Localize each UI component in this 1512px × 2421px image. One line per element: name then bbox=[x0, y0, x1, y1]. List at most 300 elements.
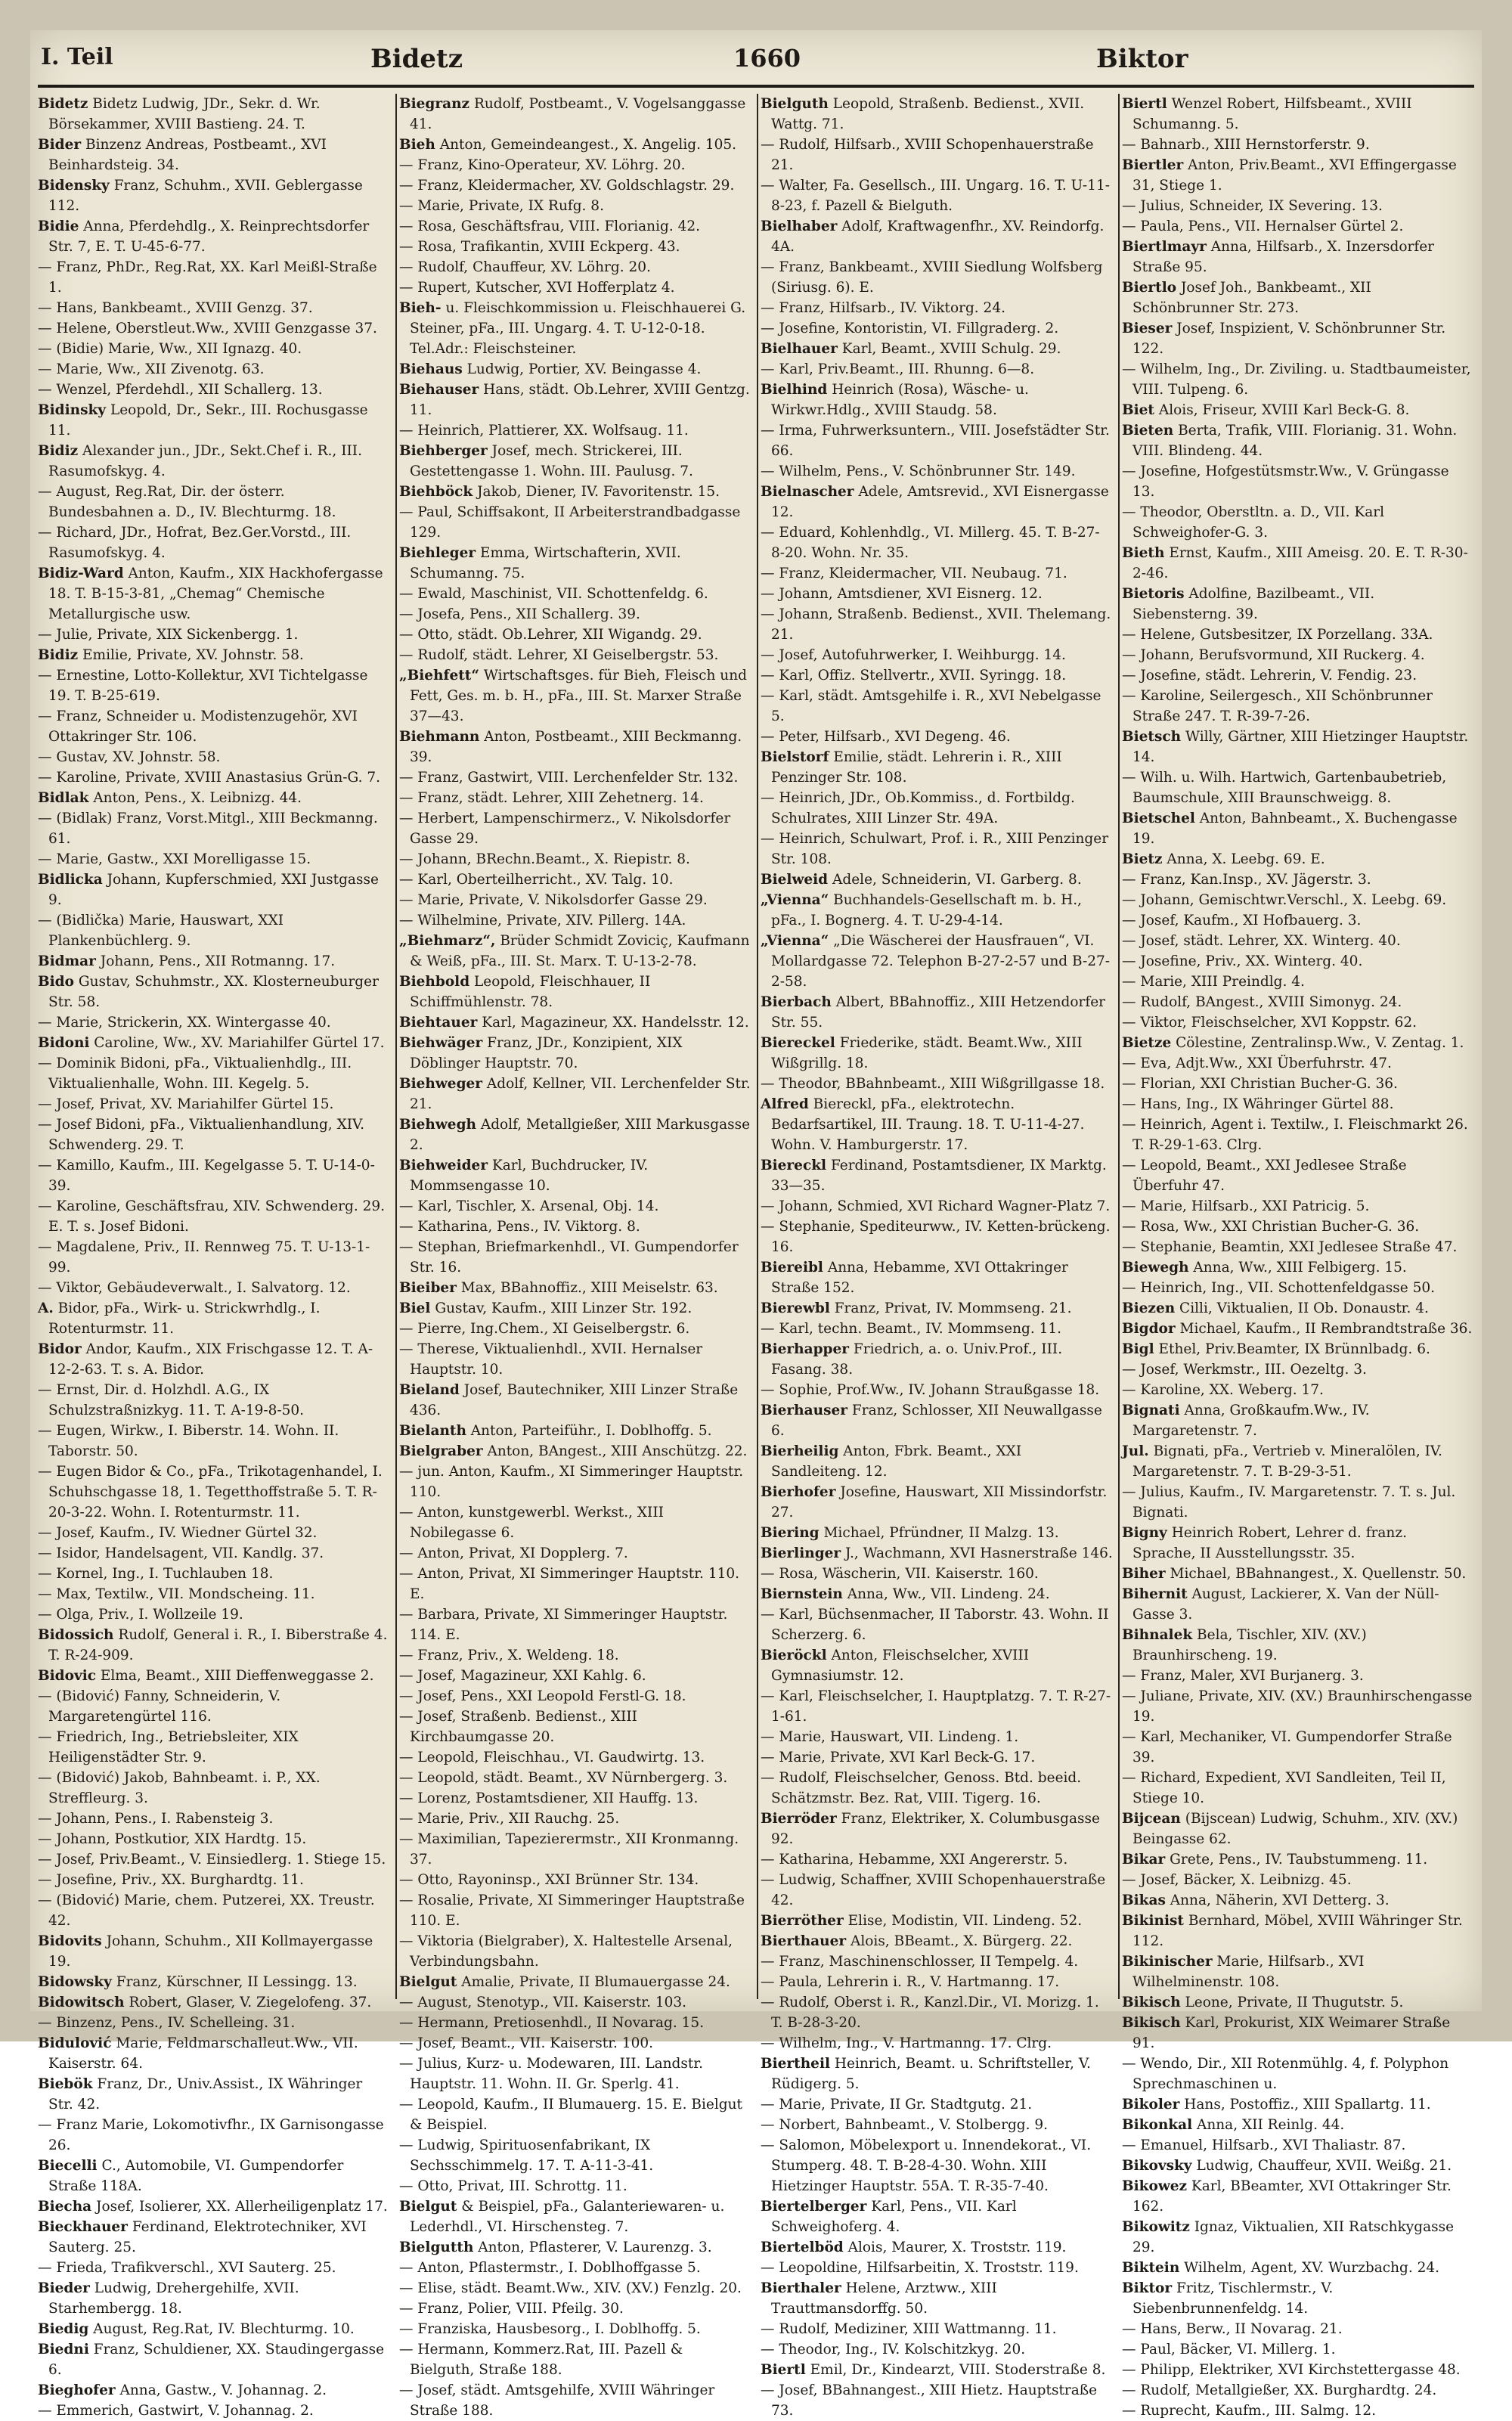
directory-entry: — Hermann, Pretiosenhdl., II Novarag. 15. bbox=[399, 2015, 705, 2031]
directory-entry: Biedni Franz, Schuldiener, XX. Staudingergasse 6. bbox=[38, 2342, 385, 2378]
directory-entry: — Emmerich, Gastwirt, V. Johannag. 2. bbox=[38, 2403, 314, 2419]
directory-entry: — Julie, Private, XIX Sickenbergg. 1. bbox=[38, 627, 299, 643]
directory-entry: — Sophie, Prof.Ww., IV. Johann Straußgasse 18. bbox=[761, 1382, 1100, 1398]
entry-surname: „Biehfett“ bbox=[399, 668, 479, 684]
directory-entry: — Hans, Ing., IX Währinger Gürtel 88. bbox=[1122, 1096, 1394, 1112]
entry-surname: Bidovits bbox=[38, 1933, 102, 1949]
entry-surname: Bigdor bbox=[1122, 1321, 1176, 1337]
directory-entry: — Julius, Kurz- u. Modewaren, III. Landstr. Hauptstr. 11. Wohn. II. Gr. Sperlg. 41. bbox=[399, 2056, 704, 2092]
directory-entry: Bierthauer Alois, BBeamt., X. Bürgerg. 22. bbox=[761, 1933, 1073, 1949]
directory-entry: Bidie Anna, Pferdehdlg., X. Reinprechtsdorfer Str. 7, E. T. U-45-6-77. bbox=[38, 219, 370, 255]
entry-surname: Bieh bbox=[399, 137, 435, 153]
entry-surname: Biertl bbox=[761, 2362, 806, 2378]
directory-entry: — Ludwig, Schaffner, XVIII Schopenhauerstraße 42. bbox=[761, 1872, 1106, 1908]
directory-entry: Bieiber Max, BBahnoffiz., XIII Meiselstr. 63. bbox=[399, 1280, 718, 1296]
directory-entry: — Franz, Bankbeamt., XVIII Siedlung Wolfsberg (Siriusg. 6). E. bbox=[761, 259, 1103, 296]
directory-entry: — Josefine, städt. Lehrerin, V. Fendig. 23. bbox=[1122, 668, 1418, 684]
entry-surname: Biereckel bbox=[761, 1035, 835, 1051]
directory-entry: — Hermann, Kommerz.Rat, III. Pazell & Bielguth, Straße 188. bbox=[399, 2342, 683, 2378]
directory-entry: Bikowez Karl, BBeamter, XVI Ottakringer Str. 162. bbox=[1122, 2178, 1452, 2215]
entry-surname: Biehleger bbox=[399, 545, 476, 561]
directory-entry: — Marie, Strickerin, XX. Wintergasse 40. bbox=[38, 1015, 331, 1031]
directory-entry: Bikar Grete, Pens., IV. Taubstummeng. 11. bbox=[1122, 1852, 1428, 1868]
directory-entry: — Otto, Rayoninsp., XXI Brünner Str. 134. bbox=[399, 1872, 699, 1888]
directory-entry: Biehberger Josef, mech. Strickerei, III. Gestettengasse 1. Wohn. III. Paulusg. 7. bbox=[399, 443, 693, 479]
entry-surname: Bielgutth bbox=[399, 2240, 474, 2255]
directory-entry: Bierheilig Anton, Fbrk. Beamt., XXI Sandleiteng. 12. bbox=[761, 1443, 1022, 1480]
directory-entry: — (Bidović) Jakob, Bahnbeamt. i. P., XX. Streffleurg. 3. bbox=[38, 1770, 321, 1806]
directory-entry: — Paula, Pens., VII. Hernalser Gürtel 2. bbox=[1122, 219, 1404, 234]
directory-entry: Bider Binzenz Andreas, Postbeamt., XVI Beinhardsteig. 34. bbox=[38, 137, 327, 173]
entry-surname: Bikovsky bbox=[1122, 2158, 1192, 2174]
entry-surname: Bieder bbox=[38, 2280, 90, 2296]
directory-entry: — Franz, Schneider u. Modistenzugehör, XVI Ottakringer Str. 106. bbox=[38, 708, 358, 745]
entry-surname: Bietschel bbox=[1122, 811, 1195, 826]
directory-entry: Bikovsky Ludwig, Chauffeur, XVII. Weißg. 21. bbox=[1122, 2158, 1452, 2174]
directory-entry: — Eugen Bidor & Co., pFa., Trikotagenhandel, I. Schuhschgasse 18, 1. Tegetthoffstraße 5. T. R-20-3-22. Wohn. I. Rotenturmstr. 11. bbox=[38, 1464, 383, 1520]
directory-entry: — Stephanie, Spediteurww., IV. Ketten-brückeng. 16. bbox=[761, 1219, 1111, 1255]
directory-entry: Bielweid Adele, Schneiderin, VI. Garberg. 8. bbox=[761, 872, 1082, 888]
directory-entry: Bietsch Willy, Gärtner, XIII Hietzinger Hauptstr. 14. bbox=[1122, 729, 1469, 765]
directory-entry: — Josef, Autofuhrwerker, I. Weihburgg. 14. bbox=[761, 647, 1066, 663]
directory-entry: — jun. Anton, Kaufm., XI Simmeringer Hauptstr. 110. bbox=[399, 1464, 744, 1500]
entry-surname: Biertheil bbox=[761, 2056, 831, 2072]
directory-entry: „Vienna“ Buchhandels-Gesellschaft m. b. H., pFa., I. Bognerg. 4. T. U-29-4-14. bbox=[761, 892, 1083, 928]
directory-entry: Bikinischer Marie, Hilfsarb., XVI Wilhelminenstr. 108. bbox=[1122, 1954, 1365, 1990]
entry-surname: Biegranz bbox=[399, 96, 470, 112]
directory-entry: Bidulović Marie, Feldmarschalleut.Ww., VII. Kaiserstr. 64. bbox=[38, 2035, 358, 2072]
entry-surname: Bikowez bbox=[1122, 2178, 1188, 2194]
entry-surname: Bierröther bbox=[761, 1913, 844, 1929]
entry-surname: Bieland bbox=[399, 1382, 460, 1398]
directory-entry: — Walter, Fa. Gesellsch., III. Ungarg. 16. T. U-11-8-23, f. Pazell & Bielguth. bbox=[761, 178, 1110, 214]
directory-entry: Bidowitsch Robert, Glaser, V. Ziegelofeng. 37. bbox=[38, 1995, 372, 2010]
directory-entry: Bidovic Elma, Beamt., XIII Dieffenweggasse 2. bbox=[38, 1668, 374, 1684]
directory-entry: Bieckhauer Ferdinand, Elektrotechniker, XVI Sauterg. 25. bbox=[38, 2219, 367, 2255]
directory-entry: — Viktoria (Bielgraber), X. Haltestelle Arsenal, Verbindungsbahn. bbox=[399, 1933, 733, 1970]
directory-entry: Bierhofer Josefine, Hauswart, XII Missindorfstr. 27. bbox=[761, 1484, 1108, 1520]
entry-surname: Biebök bbox=[38, 2076, 93, 2092]
entry-surname: Bidetz bbox=[38, 96, 88, 112]
directory-entry: — Franz, Priv., X. Weldeng. 18. bbox=[399, 1648, 619, 1663]
directory-entry: — Viktor, Gebäudeverwalt., I. Salvatorg. 12. bbox=[38, 1280, 351, 1296]
directory-entry: „Biehmarz“, Brüder Schmidt Zoviciç, Kaufmann & Weiß, pFa., III. St. Marx. T. U-13-2-78. bbox=[399, 933, 750, 969]
directory-entry: Biering Michael, Pfründner, II Malzg. 13. bbox=[761, 1525, 1059, 1541]
entry-surname: Bietsch bbox=[1122, 729, 1182, 745]
directory-entry: Biertheil Heinrich, Beamt. u. Schriftsteller, V. Rüdigerg. 5. bbox=[761, 2056, 1091, 2092]
directory-entry: — Heinrich, JDr., Ob.Kommiss., d. Fortbildg. Schulrates, XIII Linzer Str. 49A. bbox=[761, 790, 1075, 826]
entry-surname: Bielgut bbox=[399, 2199, 457, 2215]
directory-entry: Bielhauer Karl, Beamt., XVIII Schulg. 29. bbox=[761, 341, 1061, 357]
directory-entry: — Heinrich, Agent i. Textilw., I. Fleischmarkt 26. T. R-29-1-63. Clrg. bbox=[1122, 1117, 1468, 1153]
entry-surname: Bietoris bbox=[1122, 586, 1185, 602]
entry-surname: Bieiber bbox=[399, 1280, 457, 1296]
directory-entry: Bierbach Albert, BBahnoffiz., XIII Hetzendorfer Str. 55. bbox=[761, 994, 1106, 1031]
directory-entry: Biertlo Josef Joh., Bankbeamt., XII Schönbrunner Str. 273. bbox=[1122, 280, 1371, 316]
directory-entry: — Josef, Kaufm., IV. Wiedner Gürtel 32. bbox=[38, 1525, 318, 1541]
directory-entry: Biereibl Anna, Hebamme, XVI Ottakringer Straße 152. bbox=[761, 1260, 1068, 1296]
directory-entry: — Barbara, Private, XI Simmeringer Hauptstr. 114. E. bbox=[399, 1607, 728, 1643]
directory-entry: Jul. Bignati, pFa., Vertrieb v. Mineralölen, IV. Margaretenstr. 7. T. B-29-3-51. bbox=[1122, 1443, 1442, 1480]
entry-surname: Bieten bbox=[1122, 423, 1174, 439]
directory-entry: Bikinist Bernhard, Möbel, XVIII Währinger Str. 112. bbox=[1122, 1913, 1463, 1949]
directory-entry: — Eugen, Wirkw., I. Biberstr. 14. Wohn. II. Taborstr. 50. bbox=[38, 1423, 339, 1459]
directory-entry: Bieser Josef, Inspizient, V. Schönbrunner Str. 122. bbox=[1122, 321, 1446, 357]
directory-entry: Bidiz Emilie, Private, XV. Johnstr. 58. bbox=[38, 647, 304, 663]
directory-entry: — Helene, Oberstleut.Ww., XVIII Genzgasse 37. bbox=[38, 321, 377, 336]
directory-entry: — Paul, Bäcker, VI. Millerg. 1. bbox=[1122, 2342, 1336, 2357]
directory-entry: Bieghofer Anna, Gastw., V. Johannag. 2. bbox=[38, 2382, 327, 2398]
entry-surname: Bihernit bbox=[1122, 1586, 1188, 1602]
directory-entry: Bigny Heinrich Robert, Lehrer d. franz. Sprache, II Ausstellungsstr. 35. bbox=[1122, 1525, 1407, 1561]
directory-entry: — Anton, Privat, XI Dopplerg. 7. bbox=[399, 1545, 628, 1561]
directory-entry: — Rosa, Geschäftsfrau, VIII. Florianig. 42. bbox=[399, 219, 701, 234]
directory-entry: Bierthaler Helene, Arztww., XIII Trauttmansdorffg. 50. bbox=[761, 2280, 997, 2317]
directory-entry: — Marie, Private, XVI Karl Beck-G. 17. bbox=[761, 1750, 1036, 1765]
directory-entry: — Marie, Hilfsarb., XXI Patricig. 5. bbox=[1122, 1198, 1370, 1214]
directory-entry: — Wendo, Dir., XII Rotenmühlg. 4, f. Polyphon Sprechmaschinen u. bbox=[1122, 2056, 1449, 2092]
directory-entry: Bielgut Amalie, Private, II Blumauergasse 24. bbox=[399, 1974, 730, 1990]
directory-entry: — Binzenz, Pens., IV. Schelleing. 31. bbox=[38, 2015, 296, 2031]
directory-entry: — Karl, Oberteilherricht., XV. Talg. 10. bbox=[399, 872, 674, 888]
entry-surname: Bidiz bbox=[38, 443, 79, 459]
directory-entry: Bidovits Johann, Schuhm., XII Kollmayergasse 19. bbox=[38, 1933, 373, 1970]
directory-entry: Biel Gustav, Kaufm., XIII Linzer Str. 192. bbox=[399, 1300, 692, 1316]
entry-surname: Bieckhauer bbox=[38, 2219, 128, 2235]
entry-surname: Bihnalek bbox=[1122, 1627, 1193, 1643]
directory-entry: — Franz, Hilfsarb., IV. Viktorg. 24. bbox=[761, 300, 1005, 316]
directory-page bbox=[30, 30, 1482, 2419]
entry-surname: Biewegh bbox=[1122, 1260, 1189, 1276]
page-number: 1660 bbox=[733, 44, 801, 73]
directory-entry: — Josefine, Priv., XX. Winterg. 40. bbox=[1122, 953, 1363, 969]
entry-surname: Biedni bbox=[38, 2342, 89, 2357]
entry-surname: Bierlinger bbox=[761, 1545, 841, 1561]
directory-entry: — Salomon, Möbelexport u. Innendekorat., VI. Stumperg. 48. T. B-28-4-30. Wohn. XIII Hietzinger Hauptstr. 55A. T. R-35-7-40. bbox=[761, 2137, 1092, 2194]
directory-entry: Biertelböd Alois, Maurer, X. Troststr. 119. bbox=[761, 2240, 1067, 2255]
directory-entry: Bierröther Elise, Modistin, VII. Lindeng. 52. bbox=[761, 1913, 1083, 1929]
directory-entry: — Max, Textilw., VII. Mondscheing. 11. bbox=[38, 1586, 315, 1602]
directory-entry: — Therese, Viktualienhdl., XVII. Hernalser Hauptstr. 10. bbox=[399, 1341, 703, 1378]
entry-surname: Bielanth bbox=[399, 1423, 466, 1439]
entry-surname: Biher bbox=[1122, 1566, 1166, 1582]
directory-entry: — Ernestine, Lotto-Kollektur, XVI Tichtelgasse 19. T. B-25-619. bbox=[38, 668, 368, 704]
entry-surname: Bielhauer bbox=[761, 341, 838, 357]
left-running-head: Bidetz bbox=[370, 44, 463, 74]
directory-entry: — Franz, Polier, VIII. Pfeilg. 30. bbox=[399, 2301, 624, 2317]
directory-entry: — Wenzel, Pferdehdl., XII Schallerg. 13. bbox=[38, 382, 323, 398]
directory-entry: — Paul, Schiffsakont, II Arbeiterstrandbadgasse 129. bbox=[399, 504, 741, 541]
directory-entry: — Karl, städt. Amtsgehilfe i. R., XVI Nebelgasse 5. bbox=[761, 688, 1101, 724]
entry-surname: Bikowitz bbox=[1122, 2219, 1190, 2235]
directory-entry: — Olga, Priv., I. Wollzeile 19. bbox=[38, 1607, 243, 1623]
directory-entry: — Josef, Pens., XXI Leopold Ferstl-G. 18. bbox=[399, 1688, 686, 1704]
directory-entry: Biehtauer Karl, Magazineur, XX. Handelsstr. 12. bbox=[399, 1015, 749, 1031]
directory-entry: — Josef, BBahnangest., XIII Hietz. Hauptstraße 73. bbox=[761, 2382, 1098, 2419]
entry-surname: Biertl bbox=[1122, 96, 1167, 112]
entry-surname: Biktein bbox=[1122, 2260, 1180, 2276]
directory-entry: — Marie, XIII Preindlg. 4. bbox=[1122, 974, 1305, 990]
directory-entry: — Josef, Priv.Beamt., V. Einsiedlerg. 1. Stiege 15. bbox=[38, 1852, 386, 1868]
directory-entry: — Hans, Bankbeamt., XVIII Genzg. 37. bbox=[38, 300, 313, 316]
directory-entry: — Heinrich, Plattierer, XX. Wolfsaug. 11. bbox=[399, 423, 689, 439]
directory-entry: — Karl, Fleischselcher, I. Hauptplatzg. 7. T. R-27-1-61. bbox=[761, 1688, 1111, 1725]
directory-entry: — Wilhelmine, Private, XIV. Pillerg. 14A. bbox=[399, 913, 686, 928]
entry-surname: Bidulović bbox=[38, 2035, 112, 2051]
directory-entry: — Emanuel, Hilfsarb., XVI Thaliastr. 87. bbox=[1122, 2137, 1406, 2153]
entry-surname: Bielweid bbox=[761, 872, 829, 888]
directory-entry: Bierhapper Friedrich, a. o. Univ.Prof., III. Fasang. 38. bbox=[761, 1341, 1063, 1378]
directory-entry: — Johann, Schmied, XVI Richard Wagner-Platz 7. bbox=[761, 1198, 1111, 1214]
entry-surname: Bikisch bbox=[1122, 2015, 1181, 2031]
directory-entry: — (Bidović) Marie, chem. Putzerei, XX. Treustr. 42. bbox=[38, 1892, 375, 1929]
entry-surname: Bietz bbox=[1122, 851, 1163, 867]
directory-entry: — Katharina, Hebamme, XXI Angererstr. 5. bbox=[761, 1852, 1068, 1868]
directory-entry: Bielgraber Anton, BAngest., XIII Anschützg. 22. bbox=[399, 1443, 748, 1459]
directory-entry: — Theodor, BBahnbeamt., XIII Wißgrillgasse 18. bbox=[761, 1076, 1105, 1092]
entry-surname: Biktor bbox=[1122, 2280, 1173, 2296]
directory-entry: Bietz Anna, X. Leebg. 69. E. bbox=[1122, 851, 1325, 867]
directory-entry: — Elise, städt. Beamt.Ww., XIV. (XV.) Fenzlg. 20. bbox=[399, 2280, 742, 2296]
directory-entry: — Wilh. u. Wilh. Hartwich, Gartenbaubetrieb, Baumschule, XIII Braunschweigg. 8. bbox=[1122, 770, 1447, 806]
directory-entry: Bikowitz Ignaz, Viktualien, XII Ratschkygasse 29. bbox=[1122, 2219, 1455, 2255]
directory-entry: Biehwäger Franz, JDr., Konzipient, XIX Döblinger Hauptstr. 70. bbox=[399, 1035, 683, 1071]
directory-entry: Bielhaber Adolf, Kraftwagenfhr., XV. Reindorfg. 4A. bbox=[761, 219, 1105, 255]
directory-entry: — Heinrich, Ing., VII. Schottenfeldgasse 50. bbox=[1122, 1280, 1436, 1296]
directory-entry: Bierröder Franz, Elektriker, X. Columbusgasse 92. bbox=[761, 1811, 1100, 1847]
directory-entry: — Florian, XXI Christian Bucher-G. 36. bbox=[1122, 1076, 1398, 1092]
directory-entry: Biertl Wenzel Robert, Hilfsbeamt., XVIII Schumanng. 5. bbox=[1122, 96, 1412, 132]
directory-entry: — Franz, PhDr., Reg.Rat, XX. Karl Meißl-Straße 1. bbox=[38, 259, 377, 296]
entry-surname: Bidowsky bbox=[38, 1974, 112, 1990]
directory-entry: Bidensky Franz, Schuhm., XVII. Geblergasse 112. bbox=[38, 178, 363, 214]
directory-entry: Bido Gustav, Schuhmstr., XX. Klosterneuburger Str. 58. bbox=[38, 974, 379, 1010]
entry-surname: Biezen bbox=[1122, 1300, 1176, 1316]
entry-surname: Biertelböd bbox=[761, 2240, 844, 2255]
directory-entry: Bidoni Caroline, Ww., XV. Mariahilfer Gürtel 17. bbox=[38, 1035, 385, 1051]
entry-surname: Bikonkal bbox=[1122, 2117, 1193, 2133]
directory-entry: Bidiz Alexander jun., JDr., Sekt.Chef i. R., III. Rasumofskyg. 4. bbox=[38, 443, 362, 479]
directory-entry: — Josefine, Hofgestütsmstr.Ww., V. Grüngasse 13. bbox=[1122, 463, 1449, 500]
directory-entry: — Rudolf, BAngest., XVIII Simonyg. 24. bbox=[1122, 994, 1402, 1010]
directory-entry: Biehbold Leopold, Fleischhauer, II Schiffmühlenstr. 78. bbox=[399, 974, 651, 1010]
directory-entry: — Rudolf, Mediziner, XIII Wattmanng. 11. bbox=[761, 2321, 1057, 2337]
entry-surname: Bidie bbox=[38, 219, 79, 234]
entry-surname: Bidensky bbox=[38, 178, 110, 194]
directory-entry: — Josef, Straßenb. Bedienst., XIII Kirchbaumgasse 20. bbox=[399, 1709, 637, 1745]
directory-entry: Bieder Ludwig, Drehergehilfe, XVII. Starhembergg. 18. bbox=[38, 2280, 299, 2317]
directory-entry: — Helene, Gutsbesitzer, IX Porzellang. 33A. bbox=[1122, 627, 1433, 643]
directory-entry: — Johann, Postkutior, XIX Hardtg. 15. bbox=[38, 1831, 307, 1847]
directory-entry: — Karl, techn. Beamt., IV. Mommseng. 11. bbox=[761, 1321, 1062, 1337]
entry-surname: Bikisch bbox=[1122, 1995, 1181, 2010]
entry-surname: Bidiz bbox=[38, 647, 79, 663]
directory-entry: Biehleger Emma, Wirtschafterin, XVII. Schumanng. 75. bbox=[399, 545, 681, 581]
directory-entry: Biernstein Anna, Ww., VII. Lindeng. 24. bbox=[761, 1586, 1050, 1602]
directory-entry: — Ruprecht, Kaufm., III. Salmg. 12. bbox=[1122, 2403, 1376, 2419]
directory-entry: Biehweider Karl, Buchdrucker, IV. Mommsengasse 10. bbox=[399, 1158, 649, 1194]
part-label: I. Teil bbox=[41, 44, 113, 70]
entry-surname: Bielguth bbox=[761, 96, 829, 112]
entry-surname: Bielgut bbox=[399, 1974, 457, 1990]
directory-entry: — Josef, städt. Lehrer, XX. Winterg. 40. bbox=[1122, 933, 1401, 949]
directory-entry: Bikisch Leone, Private, II Thugutstr. 5. bbox=[1122, 1995, 1404, 2010]
directory-entry: — Josef, Kaufm., XI Hofbauerg. 3. bbox=[1122, 913, 1362, 928]
entry-surname: Bidovic bbox=[38, 1668, 96, 1684]
entry-surname: Bielnascher bbox=[761, 484, 854, 500]
directory-entry: — Wilhelm, Ing., Dr. Ziviling. u. Stadtbaumeister, VIII. Tulpeng. 6. bbox=[1122, 361, 1471, 398]
entry-surname: Biet bbox=[1122, 402, 1154, 418]
directory-entry: Bielgutth Anton, Pflasterer, V. Laurenzg. 3. bbox=[399, 2240, 712, 2255]
directory-entry: — Marie, Priv., XII Rauchg. 25. bbox=[399, 1811, 620, 1827]
entry-surname: Bielgraber bbox=[399, 1443, 483, 1459]
directory-entry: — Stephanie, Beamtin, XXI Jedlesee Straße 47. bbox=[1122, 1239, 1458, 1255]
entry-surname: Biering bbox=[761, 1525, 820, 1541]
directory-entry: — Stephan, Briefmarkenhdl., VI. Gumpendorfer Str. 16. bbox=[399, 1239, 739, 1276]
directory-entry: — Bahnarb., XIII Hernstorferstr. 9. bbox=[1122, 137, 1370, 153]
directory-entry: Bigdor Michael, Kaufm., II Rembrandtstraße 36. bbox=[1122, 1321, 1473, 1337]
entry-surname: A. bbox=[38, 1300, 54, 1316]
directory-entry: — Karoline, XX. Weberg. 17. bbox=[1122, 1382, 1324, 1398]
directory-entry: — Julius, Schneider, IX Severing. 13. bbox=[1122, 198, 1383, 214]
directory-entry: Bidowsky Franz, Kürschner, II Lessingg. 13. bbox=[38, 1974, 358, 1990]
directory-entry: — (Bidlak) Franz, Vorst.Mitgl., XIII Beckmanng. 61. bbox=[38, 811, 378, 847]
directory-entry: Bielstorf Emilie, städt. Lehrerin i. R., XIII Penzinger Str. 108. bbox=[761, 749, 1062, 786]
entry-surname: Bikinischer bbox=[1122, 1954, 1213, 1970]
directory-column-4 bbox=[1122, 94, 1474, 2419]
directory-entry: — Anton, Privat, XI Simmeringer Hauptstr. 110. E. bbox=[399, 1566, 740, 1602]
directory-entry: — Franz, Maler, XVI Burjanerg. 3. bbox=[1122, 1668, 1364, 1684]
directory-entry: — Katharina, Pens., IV. Viktorg. 8. bbox=[399, 1219, 640, 1235]
directory-entry: — Franz Marie, Lokomotivfhr., IX Garnisongasse 26. bbox=[38, 2117, 384, 2153]
directory-entry: — Leopold, Fleischhau., VI. Gaudwirtg. 13. bbox=[399, 1750, 705, 1765]
entry-surname: Bido bbox=[38, 974, 74, 990]
directory-entry: — Josef, Magazineur, XXI Kahlg. 6. bbox=[399, 1668, 646, 1684]
directory-entry: — Marie, Hauswart, VII. Lindeng. 1. bbox=[761, 1729, 1019, 1745]
directory-entry: Bikas Anna, Näherin, XVI Detterg. 3. bbox=[1122, 1892, 1390, 1908]
directory-entry: — Karl, Priv.Beamt., III. Rhunng. 6—8. bbox=[761, 361, 1035, 377]
directory-entry: — Anton, kunstgewerbl. Werkst., XIII Nobilegasse 6. bbox=[399, 1505, 664, 1541]
directory-entry: — Franz, Kleidermacher, XV. Goldschlagstr. 29. bbox=[399, 178, 735, 194]
directory-entry: Biehauser Hans, städt. Ob.Lehrer, XVIII Gentzg. 11. bbox=[399, 382, 750, 418]
directory-entry: „Biehfett“ Wirtschaftsges. für Bieh, Fleisch und Fett, Ges. m. b. H., pFa., III. St. Marxer Straße 37—43. bbox=[399, 668, 747, 724]
entry-surname: Biecelli bbox=[38, 2158, 98, 2174]
directory-entry: — Karl, Mechaniker, VI. Gumpendorfer Straße 39. bbox=[1122, 1729, 1452, 1765]
directory-entry: — Ernst, Dir. d. Holzhdl. A.G., IX Schulzstraßnizkyg. 11. T. A-19-8-50. bbox=[38, 1382, 305, 1418]
directory-entry: — Rosa, Wäscherin, VII. Kaiserstr. 160. bbox=[761, 1566, 1039, 1582]
entry-surname: Bieh- bbox=[399, 300, 442, 316]
directory-entry: Bieh- u. Fleischkommission u. Fleischhauerei G. Steiner, pFa., III. Ungarg. 4. T. U-12-0-18. Tel.Adr.: Fleischsteiner. bbox=[399, 300, 746, 357]
directory-entry: — (Bidović) Fanny, Schneiderin, V. Margaretengürtel 116. bbox=[38, 1688, 281, 1725]
right-running-head: Biktor bbox=[1096, 44, 1188, 74]
entry-surname: Biehberger bbox=[399, 443, 488, 459]
directory-entry: Biertlmayr Anna, Hilfsarb., X. Inzersdorfer Straße 95. bbox=[1122, 239, 1435, 275]
directory-entry: — Josefa, Pens., XII Schallerg. 39. bbox=[399, 606, 640, 622]
directory-entry: Bidiz-Ward Anton, Kaufm., XIX Hackhofergasse 18. T. B-15-3-81, „Chemag“ Chemische Metallurgische usw. bbox=[38, 566, 383, 622]
directory-entry: — Johann, Amtsdiener, XVI Eisnerg. 12. bbox=[761, 586, 1043, 602]
directory-entry: — Richard, Expedient, XVI Sandleiten, Teil II, Stiege 10. bbox=[1122, 1770, 1446, 1806]
directory-entry: — Wilhelm, Pens., V. Schönbrunner Str. 149. bbox=[761, 463, 1076, 479]
directory-entry: — Eva, Adjt.Ww., XXI Überfuhrstr. 47. bbox=[1122, 1056, 1392, 1071]
directory-entry: — Otto, städt. Ob.Lehrer, XII Wigandg. 29. bbox=[399, 627, 702, 643]
directory-entry: — Philipp, Elektriker, XVI Kirchstettergasse 48. bbox=[1122, 2362, 1461, 2378]
entry-surname: Bieröckl bbox=[761, 1648, 827, 1663]
directory-entry: Bierhauser Franz, Schlosser, XII Neuwallgasse 6. bbox=[761, 1403, 1102, 1439]
directory-entry: Bidor Andor, Kaufm., XIX Frischgasse 12. T. A-12-2-63. T. s. A. Bidor. bbox=[38, 1341, 373, 1378]
directory-entry: — Otto, Privat, III. Schrottg. 11. bbox=[399, 2178, 627, 2194]
directory-entry: Bielhind Heinrich (Rosa), Wäsche- u. Wirkwr.Hdlg., XVIII Staudg. 58. bbox=[761, 382, 1029, 418]
directory-entry: — Karl, Büchsenmacher, II Taborstr. 43. Wohn. II Scherzerg. 6. bbox=[761, 1607, 1109, 1643]
directory-entry: Biktor Fritz, Tischlermstr., V. Siebenbrunnenfeldg. 14. bbox=[1122, 2280, 1334, 2317]
directory-entry: — Gustav, XV. Johnstr. 58. bbox=[38, 749, 221, 765]
directory-entry: — Karl, Offiz. Stellvertr., XVII. Syringg. 18. bbox=[761, 668, 1067, 684]
directory-entry: — Hans, Berw., II Novarag. 21. bbox=[1122, 2321, 1343, 2337]
entry-surname: Bierheilig bbox=[761, 1443, 839, 1459]
directory-entry: — Marie, Gastw., XXI Morelligasse 15. bbox=[38, 851, 311, 867]
directory-entry: — Rudolf, Oberst i. R., Kanzl.Dir., VI. Morizg. 1. T. B-28-3-20. bbox=[761, 1995, 1099, 2031]
directory-entry: — Rosalie, Private, XI Simmeringer Hauptstraße 110. E. bbox=[399, 1892, 745, 1929]
directory-entry: — Isidor, Handelsagent, VII. Kandlg. 37. bbox=[38, 1545, 324, 1561]
entry-surname: Biehtauer bbox=[399, 1015, 478, 1031]
directory-entry: Bieh Anton, Gemeindeangest., X. Angelig. 105. bbox=[399, 137, 737, 153]
entry-surname: Bierhapper bbox=[761, 1341, 850, 1357]
entry-surname: Bidowitsch bbox=[38, 1995, 125, 2010]
directory-entry: Biertler Anton, Priv.Beamt., XVI Effingergasse 31, Stiege 1. bbox=[1122, 157, 1457, 194]
directory-entry: — Juliane, Private, XIV. (XV.) Braunhirschengasse 19. bbox=[1122, 1688, 1473, 1725]
directory-entry: Bidossich Rudolf, General i. R., I. Biberstraße 4. T. R-24-909. bbox=[38, 1627, 388, 1663]
directory-entry: — Josef, Werkmstr., III. Oezeltg. 3. bbox=[1122, 1362, 1367, 1378]
entry-surname: Biehaus bbox=[399, 361, 463, 377]
directory-entry: Biecha Josef, Isolierer, XX. Allerheiligenplatz 17. bbox=[38, 2199, 388, 2215]
entry-surname: Bielhind bbox=[761, 382, 828, 398]
entry-surname: Biedig bbox=[38, 2321, 89, 2337]
entry-surname: Biehauser bbox=[399, 382, 479, 398]
directory-entry: — Dominik Bidoni, pFa., Viktualienhdlg., III. Viktualienhalle, Wohn. III. Kegelg. 5. bbox=[38, 1056, 352, 1092]
directory-entry: — Johann, Gemischtwr.Verschl., X. Leebg. 69. bbox=[1122, 892, 1447, 908]
directory-entry: — Julius, Kaufm., IV. Margaretenstr. 7. T. s. Jul. Bignati. bbox=[1122, 1484, 1456, 1520]
entry-surname: Bierthauer bbox=[761, 1933, 847, 1949]
entry-surname: Bieghofer bbox=[38, 2382, 116, 2398]
directory-column-3 bbox=[761, 94, 1113, 2419]
entry-surname: Bidossich bbox=[38, 1627, 114, 1643]
directory-entry: — Peter, Hilfsarb., XVI Degeng. 46. bbox=[761, 729, 1011, 745]
directory-entry: — Josef Bidoni, pFa., Viktualienhandlung, XIV. Schwenderg. 29. T. bbox=[38, 1117, 365, 1153]
directory-entry: — Rupert, Kutscher, XVI Hofferplatz 4. bbox=[399, 280, 675, 296]
directory-entry: Bieröckl Anton, Fleischselcher, XVIII Gymnasiumstr. 12. bbox=[761, 1648, 1030, 1684]
entry-surname: Biehweger bbox=[399, 1076, 483, 1092]
entry-surname: Bieser bbox=[1122, 321, 1173, 336]
directory-entry: — Rosa, Trafikantin, XVIII Eckperg. 43. bbox=[399, 239, 680, 255]
entry-surname: „Biehmarz“, bbox=[399, 933, 496, 949]
directory-entry: — Theodor, Ing., IV. Kolschitzkyg. 20. bbox=[761, 2342, 1026, 2357]
directory-entry: — Franziska, Hausbesorg., I. Doblhoffg. 5. bbox=[399, 2321, 701, 2337]
directory-entry: Biertl Emil, Dr., Kindearzt, VIII. Stoderstraße 8. bbox=[761, 2362, 1106, 2378]
entry-surname: Bigl bbox=[1122, 1341, 1154, 1357]
entry-surname: Bidoni bbox=[38, 1035, 90, 1051]
directory-column-2 bbox=[399, 94, 751, 2419]
directory-entry: — Rudolf, Metallgießer, XX. Burghardtg. 24. bbox=[1122, 2382, 1437, 2398]
directory-entry: Bihnalek Bela, Tischler, XIV. (XV.) Braunhirscheng. 19. bbox=[1122, 1627, 1367, 1663]
directory-entry: Biehwegh Adolf, Metallgießer, XIII Markusgasse 2. bbox=[399, 1117, 751, 1153]
directory-entry: Biereckl Ferdinand, Postamtsdiener, IX Marktg. 33—35. bbox=[761, 1158, 1107, 1194]
page-header bbox=[30, 44, 1482, 89]
entry-surname: Biehbold bbox=[399, 974, 470, 990]
entry-surname: „Vienna“ bbox=[761, 892, 829, 908]
directory-entry: Biebök Franz, Dr., Univ.Assist., IX Währinger Str. 42. bbox=[38, 2076, 363, 2113]
entry-surname: Bidor bbox=[38, 1341, 82, 1357]
directory-entry: — Marie, Private, IX Rufg. 8. bbox=[399, 198, 604, 214]
directory-entry: Biehweger Adolf, Kellner, VII. Lerchenfelder Str. 21. bbox=[399, 1076, 751, 1112]
